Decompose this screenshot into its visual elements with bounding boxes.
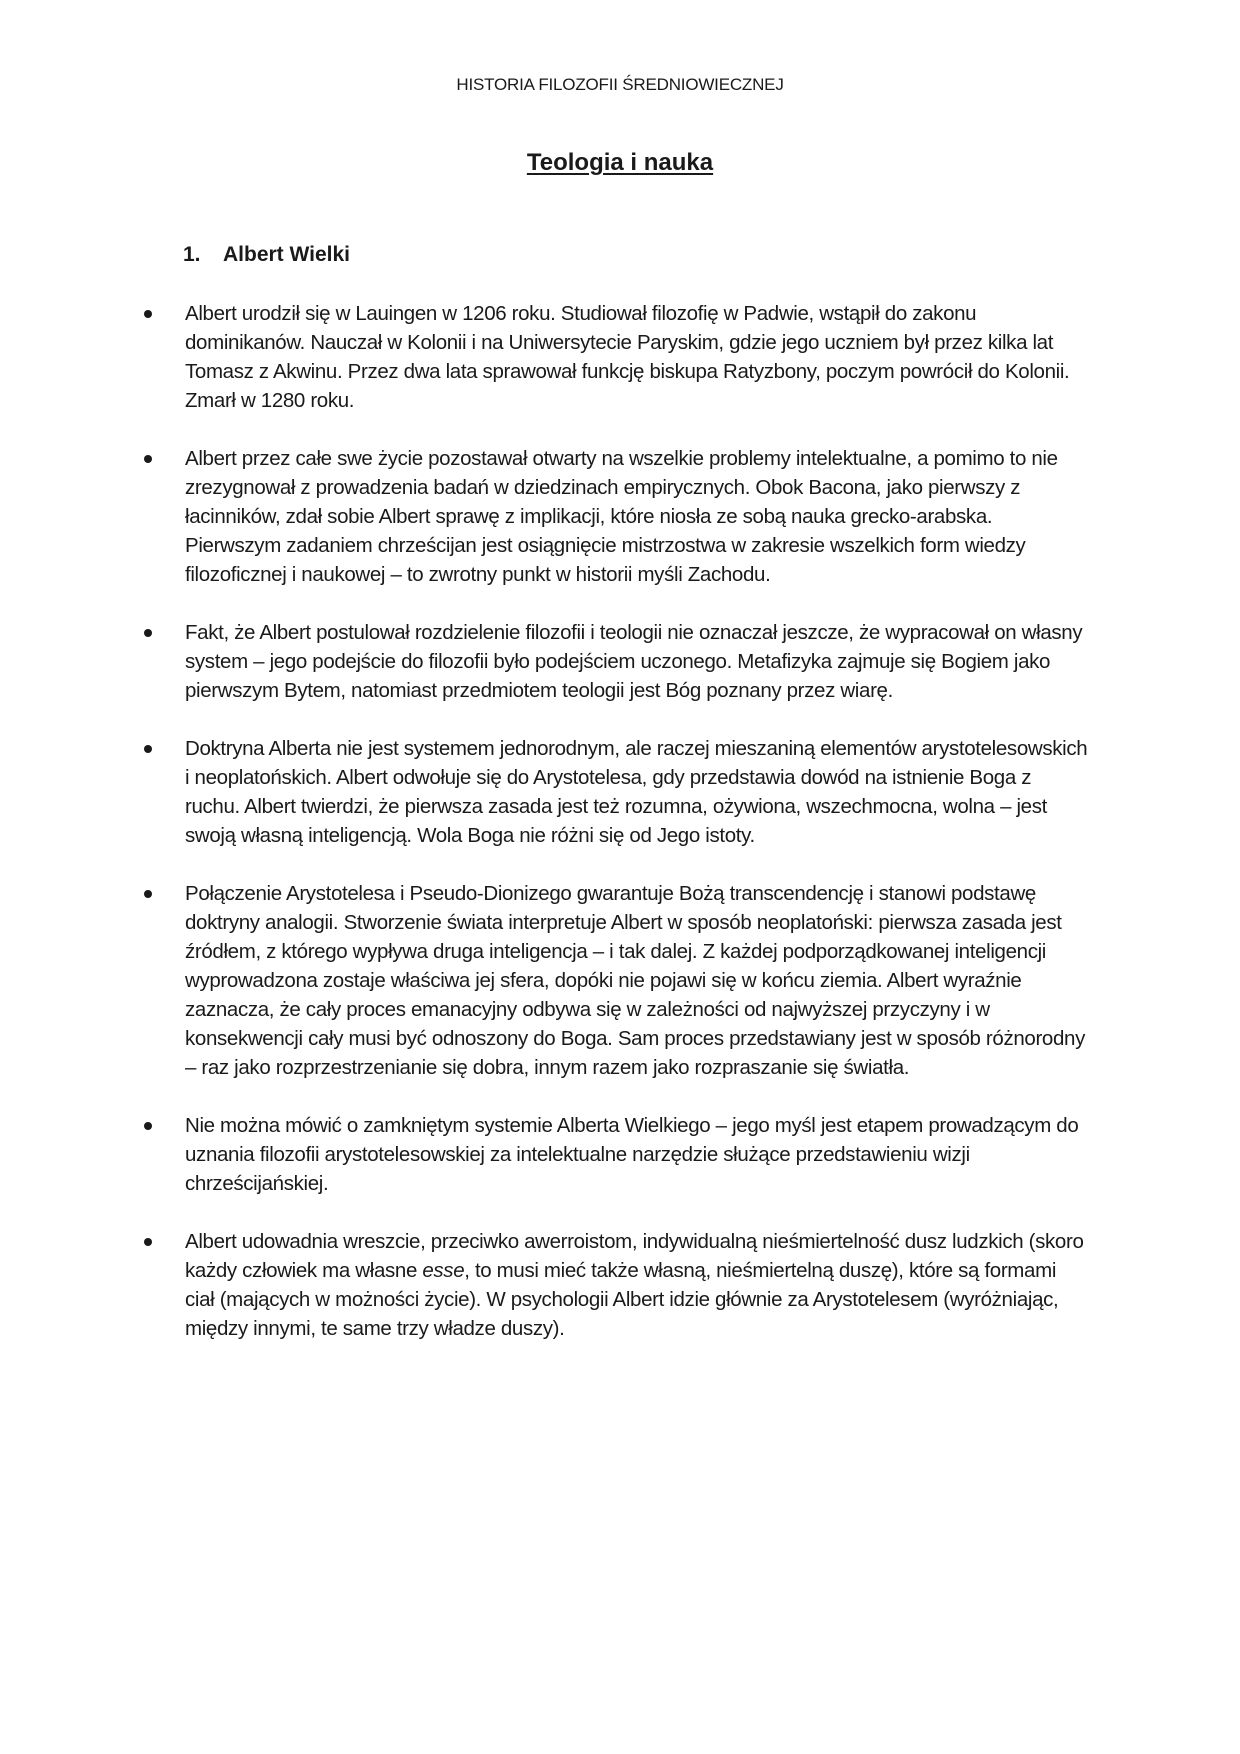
section-number: 1. — [183, 243, 201, 266]
italic-term: esse — [422, 1259, 465, 1282]
paragraph-text-end: , to musi mieć także własną, nieśmiertelną duszę), które są formami ciał (mających w możności życie). W psychologii Albert idzie głównie za Arystotelesem (wyróżniając, między innymi, te same trzy władze duszy). — [185, 1259, 1059, 1340]
bullet-icon — [144, 745, 152, 753]
paragraph-text: Albert przez całe swe życie pozostawał otwarty na wszelkie problemy intelektualne, a pomimo to nie zrezygnował z prowadzenia badań w dziedzinach empirycznych. Obok Bacona, jako pierwszy z łacinników, zdał sobie Albert sprawę z implikacji, które niosła ze sobą nauka grecko-arabska. Pierwszym zadaniem chrześcijan jest osiągnięcie mistrzostwa w zakresie wszelkich form wiedzy filozoficznej i naukowej – to zwrotny punkt w historii myśli Zachodu. — [185, 447, 1058, 586]
paragraph-text: Doktryna Alberta nie jest systemem jednorodnym, ale raczej mieszaniną elementów arystotelesowskich i neoplatońskich. Albert odwołuje się do Arystotelesa, gdy przedstawia dowód na istnienie Boga z ruchu. Albert twierdzi, że pierwsza zasada jest też rozumna, ożywiona, wszechmocna, wolna – jest swoją własną inteligencją. Wola Boga nie różni się od Jego istoty. — [185, 737, 1088, 847]
list-item — [144, 299, 1090, 415]
section-title: Albert Wielki — [223, 243, 351, 266]
bullet-icon — [144, 455, 152, 463]
list-item — [144, 618, 1090, 705]
document-title: Teologia i nauka — [526, 149, 714, 176]
section-heading — [183, 241, 350, 269]
bullet-list — [144, 299, 1090, 1372]
list-item — [144, 734, 1090, 850]
paragraph-text: Nie można mówić o zamkniętym systemie Alberta Wielkiego – jego myśl jest etapem prowadzącym do uznania filozofii arystotelesowskiej za intelektualne narzędzie służące przedstawieniu wizji chrześcijańskiej. — [185, 1114, 1079, 1195]
bullet-icon — [144, 890, 152, 898]
paragraph-text-start: Albert udowadnia wreszcie, przeciwko awerroistom, indywidualną nieśmiertelność dusz ludzkich (skoro każdy człowiek ma własne — [185, 1230, 1084, 1282]
list-item — [144, 444, 1090, 589]
bullet-icon — [144, 1238, 152, 1246]
bullet-icon — [144, 1122, 152, 1130]
list-item — [144, 1111, 1090, 1198]
paragraph-text: Połączenie Arystotelesa i Pseudo-Dionizego gwarantuje Bożą transcendencję i stanowi podstawę doktryny analogii. Stworzenie świata interpretuje Albert w sposób neoplatoński: pierwsza zasada jest źródłem, z którego wypływa druga inteligencja – i tak dalej. Z każdej podporządkowanej inteligencji wyprowadzona zostaje właściwa jej sfera, dopóki nie pojawi się w końcu ziemia. Albert wyraźnie zaznacza, że cały proces emanacyjny odbywa się w zależności od najwyższej przyczyny i w konsekwencji cały musi być odnoszony do Boga. Sam proces przedstawiany jest w sposób różnorodny – raz jako rozprzestrzenianie się dobra, innym razem jako rozpraszanie się światła. — [185, 882, 1085, 1079]
list-item — [144, 879, 1090, 1082]
paragraph-text: Fakt, że Albert postulował rozdzielenie filozofii i teologii nie oznaczał jeszcze, że wypracował on własny system – jego podejście do filozofii było podejściem uczonego. Metafizyka zajmuje się Bogiem jako pierwszym Bytem, natomiast przedmiotem teologii jest Bóg poznany przez wiarę. — [185, 621, 1083, 702]
paragraph-text — [185, 1230, 1084, 1340]
bullet-icon — [144, 310, 152, 318]
bullet-icon — [144, 629, 152, 637]
running-header: HISTORIA FILOZOFII ŚREDNIOWIECZNEJ — [456, 75, 784, 94]
list-item — [144, 1227, 1090, 1343]
paragraph-text: Albert urodził się w Lauingen w 1206 roku. Studiował filozofię w Padwie, wstąpił do zakonu dominikanów. Nauczał w Kolonii i na Uniwersytecie Paryskim, gdzie jego uczniem był przez kilka lat Tomasz z Akwinu. Przez dwa lata sprawował funkcję biskupa Ratyzbony, poczym powrócił do Kolonii. Zmarł w 1280 roku. — [185, 302, 1070, 412]
